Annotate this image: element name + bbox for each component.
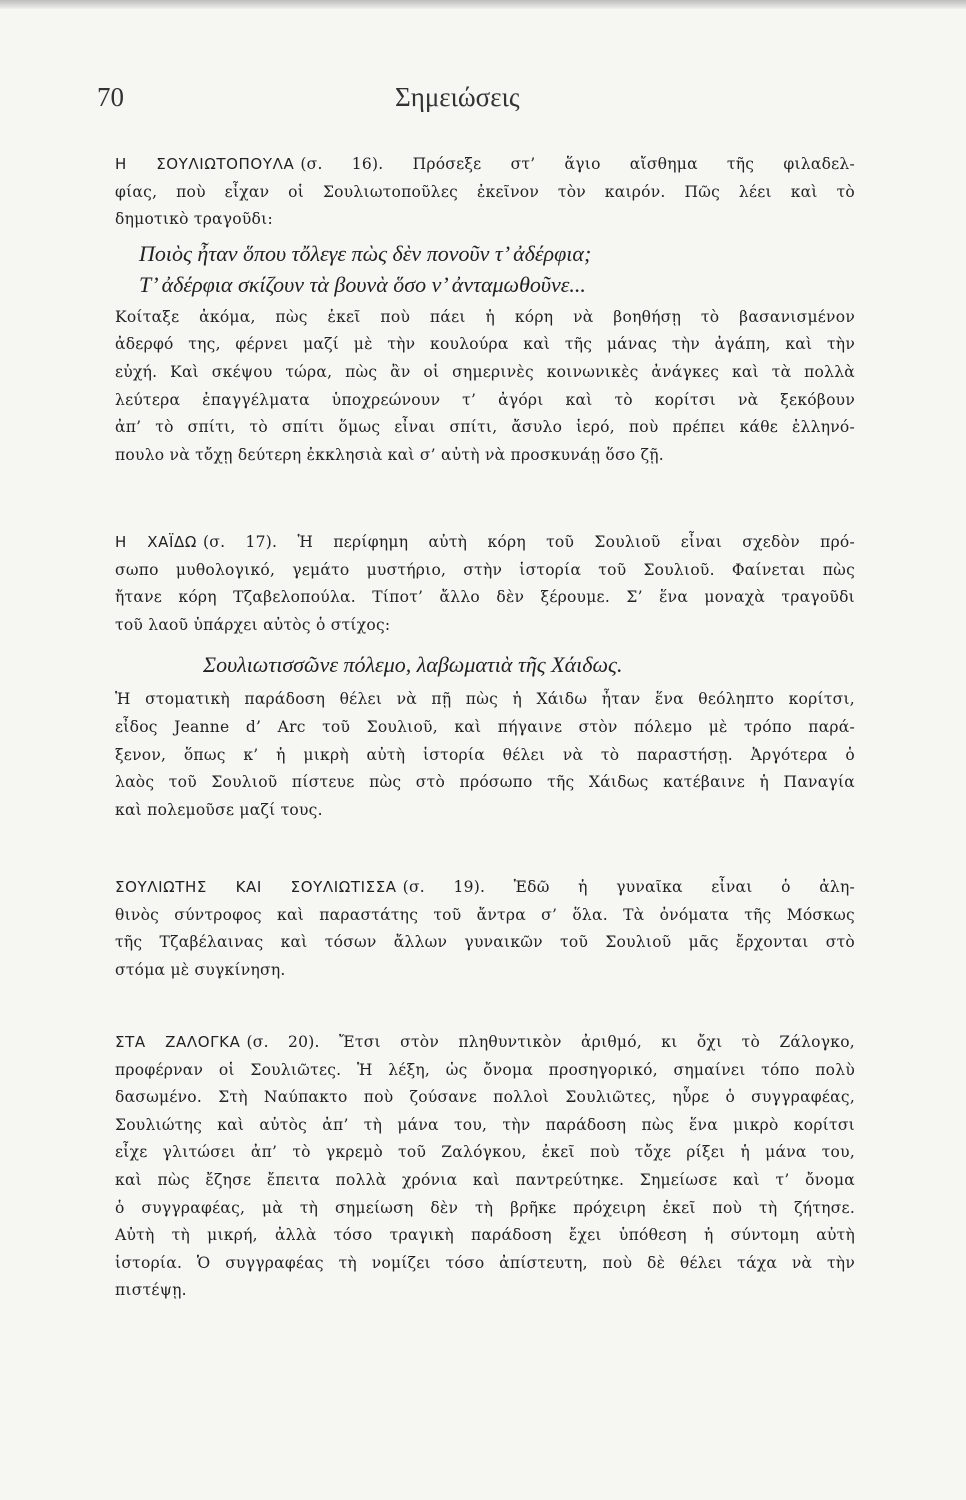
page-top-edge	[0, 0, 966, 9]
text-line: τοῦ λαοῦ ὑπάρχει αὐτὸς ὁ στίχος:	[115, 615, 391, 634]
text-line: ὁ συγγραφέας, μὰ τὴ σημείωση δὲν τὴ βρῆκε πρόχειρη ἐκεῖ ποὺ τὴ ζήτησε.	[115, 1198, 855, 1217]
verse-line: Τ’ ἀδέρφια σκίζουν τὰ βουνὰ ὅσο ν’ ἀνταμωθοῦνε...	[139, 271, 586, 297]
text-line: (σ. 20). Ἔτσι στὸν πληθυντικὸν ἀριθμό, κι ὄχι τὸ Ζάλογκο,	[246, 1033, 855, 1051]
text-line: πουλο νὰ τὄχῃ δεύτερη ἐκκλησιὰ καὶ σ’ αὐτὴ νὰ προσκυνάῃ ὅσο ζῇ.	[115, 445, 664, 464]
note-title: ΣΤΑ ΖΑΛΟΓΚΑ	[115, 1033, 241, 1051]
note-title: Η ΧΑΪΔΩ	[115, 533, 197, 551]
note-souliotis-kai-souliotissa	[115, 874, 855, 984]
verse-line: Ποιὸς ἦταν ὅπου τὄλεγε πὼς δὲν πονοῦν τ’ ἀδέρφια;	[139, 240, 592, 266]
text-line: σωπο μυθολογικό, γεμάτο μυστήριο, στὴν ἱστορία τοῦ Σουλιοῦ. Φαίνεται πὼς	[115, 560, 855, 579]
text-line: (σ. 16). Πρόσεξε στ’ ἅγιο αἴσθημα τῆς φιλαδελ-	[300, 155, 855, 173]
text-line: καὶ πὼς ἔζησε ἔπειτα πολλὰ χρόνια καὶ παντρεύτηκε. Σημείωσε καὶ τ’ ὄνομα	[115, 1170, 855, 1189]
text-line: Ἡ στοματικὴ παράδοση θέλει νὰ πῇ πὼς ἡ Χάιδω ἦταν ἕνα θεόληπτο κορίτσι,	[115, 690, 855, 709]
note-chaido	[115, 529, 855, 824]
text-line: εὐχή. Καὶ σκέψου τώρα, πὼς ἂν οἱ σημερινὲς κοινωνικὲς ἀνάγκες καὶ τὰ πολλὰ	[115, 362, 855, 381]
text-line: εἶχε γλιτώσει ἀπ’ τὸ γκρεμὸ τοῦ Ζαλόγκου, ἐκεῖ ποὺ τὄχε ρίξει ἡ μάνα του,	[115, 1143, 855, 1162]
text-line: ἱστορία. Ὁ συγγραφέας τὴ νομίζει τόσο ἀπίστευτη, ποὺ δὲ θέλει τάχα νὰ τὴν	[115, 1253, 855, 1272]
text-line: τῆς Τζαβέλαινας καὶ τόσων ἄλλων γυναικῶν τοῦ Σουλιοῦ μᾶς ἔρχονται στὸ	[115, 933, 855, 952]
text-line: ἤτανε κόρη Τζαβελοπούλα. Τίποτ’ ἄλλο δὲν ξέρουμε. Σ’ ἕνα μοναχὰ τραγοῦδι	[115, 588, 855, 607]
text-line: ξενον, ὅπως κ’ ἡ μικρὴ αὐτὴ ἱστορία θέλει νὰ τὸ παραστήσῃ. Ἀργότερα ὁ	[115, 745, 855, 764]
text-line: Αὐτὴ τὴ μικρή, ἀλλὰ τόσο τραγικὴ παράδοση ἔχει ὑπόθεση ἡ σύντομη αὐτὴ	[115, 1226, 855, 1245]
note-title: ΣΟΥΛΙΩΤΗΣ ΚΑΙ ΣΟΥΛΙΩΤΙΣΣΑ	[115, 878, 397, 896]
verse-block	[115, 238, 855, 300]
page-number: 70	[97, 82, 124, 112]
note-souliotopoula	[115, 151, 855, 469]
text-line: λεύτερα ἐπαγγέλματα ὑποχρεώνουν τ’ ἀγόρι καὶ τὸ κορίτσι νὰ ξεκόβουν	[115, 390, 855, 409]
note-sta-zalogka	[115, 1029, 855, 1305]
text-line: λαὸς τοῦ Σουλιοῦ πίστευε πὼς στὸ πρόσωπο τῆς Χάιδως κατέβαινε ἡ Παναγία	[115, 773, 855, 792]
note-title: Η ΣΟΥΛΙΩΤΟΠΟΥΛΑ	[115, 155, 295, 173]
verse-line: Σουλιωτισσῶνε πόλεμο, λαβωματιὰ τῆς Χάιδως.	[203, 652, 623, 678]
text-line: δασωμένο. Στὴ Ναύπακτο ποὺ ζούσανε πολλοὶ Σουλιῶτες, ηὗρε ὁ συγγραφέας,	[115, 1088, 855, 1107]
text-line: καὶ πολεμοῦσε μαζί τους.	[115, 800, 323, 819]
text-line: στόμα μὲ συγκίνηση.	[115, 960, 286, 979]
text-line: πιστέψῃ.	[115, 1281, 187, 1300]
text-line: φίας, ποὺ εἶχαν οἱ Σουλιωτοποῦλες ἐκεῖνον τὸν καιρόν. Πῶς λέει καὶ τὸ	[115, 182, 855, 201]
text-line: (σ. 17). Ἡ περίφημη αὐτὴ κόρη τοῦ Σουλιοῦ εἶναι σχεδὸν πρό-	[203, 533, 855, 551]
text-line: προφέρναν οἱ Σουλιῶτες. Ἡ λέξη, ὡς ὄνομα προσηγορικό, σημαίνει τόπο πολὺ	[115, 1060, 855, 1079]
text-line: ἀδερφό της, φέρνει μαζί μὲ τὴν κουλούρα καὶ τῆς μάνας τὴν ἀγάπη, καὶ τὴν	[115, 335, 855, 354]
running-title: Σημειώσεις	[395, 82, 520, 112]
text-line: (σ. 19). Ἐδῶ ἡ γυναῖκα εἶναι ὁ ἀλη-	[402, 878, 856, 896]
text-line: Σουλιώτης καὶ αὐτὸς ἀπ’ τὴ μάνα του, τὴν παράδοση πὼς ἕνα μικρὸ κορίτσι	[115, 1115, 855, 1134]
text-line: δημοτικὸ τραγοῦδι:	[115, 210, 273, 229]
text-line: θινὸς σύντροφος καὶ παραστάτης τοῦ ἄντρα σ’ ὅλα. Τὰ ὀνόματα τῆς Μόσκως	[115, 905, 855, 924]
text-line: Κοίταξε ἀκόμα, πὼς ἐκεῖ ποὺ πάει ἡ κόρη νὰ βοηθήσῃ τὸ βασανισμένον	[115, 307, 855, 326]
verse-block	[115, 649, 855, 680]
text-line: ἀπ’ τὸ σπίτι, τὸ σπίτι ὅμως εἶναι σπίτι, ἄσυλο ἱερό, ποὺ πρέπει κάθε ἑλληνό-	[115, 418, 855, 437]
text-line: εἶδος Jeanne d’ Arc τοῦ Σουλιοῦ, καὶ πήγαινε στὸν πόλεμο μὲ τρόπο παρά-	[115, 717, 855, 736]
